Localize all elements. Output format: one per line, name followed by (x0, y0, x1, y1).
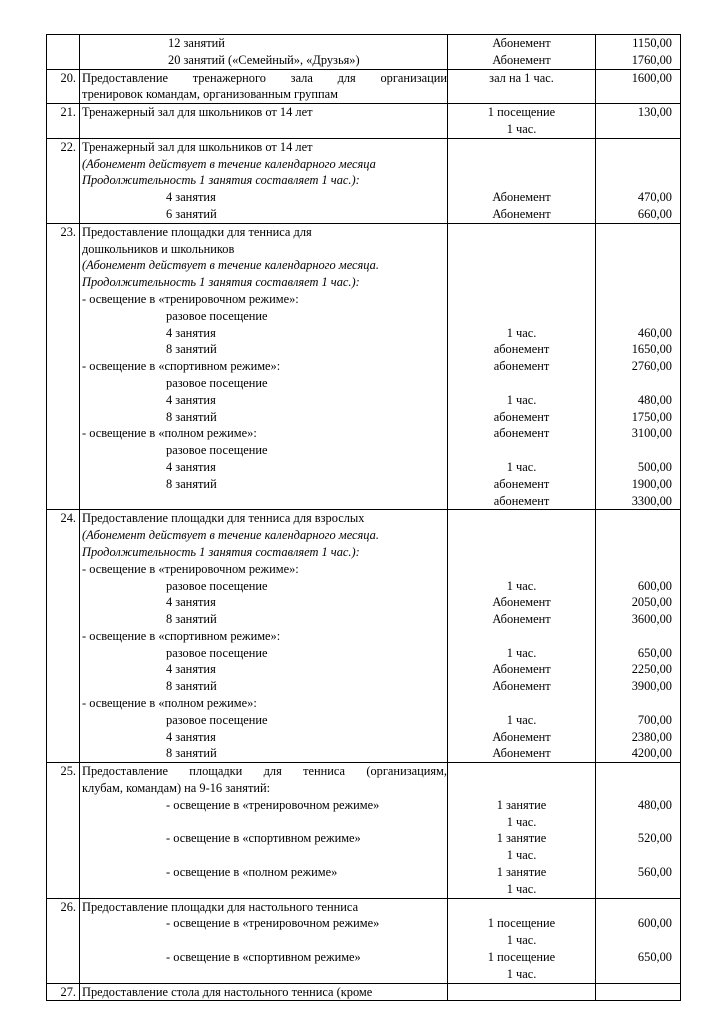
row-number: 20. (47, 69, 80, 104)
description-line (80, 966, 447, 983)
unit-line: 1 занятие (496, 797, 547, 812)
price-line: 700,00 (637, 712, 672, 727)
description-line: (Абонемент действует в течение календарного месяца (82, 156, 376, 171)
description-line: Предоставление площадки для настольного тенниса (82, 899, 359, 914)
description-line: - освещение в «тренировочном режиме» (166, 916, 380, 931)
table-row (47, 510, 681, 763)
unit-line: абонемент (493, 342, 550, 357)
service-description (80, 983, 448, 1001)
price-line (596, 966, 680, 983)
price-line: 500,00 (637, 459, 672, 474)
price-line (596, 308, 680, 325)
description-line: - освещение в «тренировочном режиме»: (82, 291, 299, 306)
unit-line: 1 занятие (496, 831, 547, 846)
unit-cell (448, 898, 596, 983)
description-line: Тренажерный зал для школьников от 14 лет (82, 139, 313, 154)
unit-line (448, 257, 595, 274)
description-line: 8 занятий (166, 409, 217, 424)
unit-line: абонемент (493, 493, 550, 508)
price-line: 4200,00 (631, 746, 672, 761)
description-line: Предоставление площадки для тенниса (организациям, (82, 764, 447, 779)
service-description (80, 223, 448, 510)
unit-line (448, 172, 595, 189)
price-line (596, 899, 680, 916)
table-row (47, 138, 681, 223)
unit-line (448, 375, 595, 392)
unit-line: 1 занятие (496, 865, 547, 880)
row-number: 23. (47, 223, 80, 510)
description-line: - освещение в «спортивном режиме»: (82, 359, 281, 374)
description-line: 8 занятий (166, 746, 217, 761)
unit-line: Абонемент (492, 662, 551, 677)
price-cell (596, 510, 681, 763)
price-line: 2250,00 (631, 662, 672, 677)
description-line: 8 занятий (166, 612, 217, 627)
price-line: 2380,00 (631, 729, 672, 744)
description-line: 4 занятия (166, 190, 216, 205)
price-line (596, 881, 680, 898)
unit-line (448, 308, 595, 325)
unit-line: Абонемент (492, 612, 551, 627)
price-line (596, 375, 680, 392)
price-line (596, 984, 680, 1001)
service-description (80, 138, 448, 223)
unit-cell (448, 763, 596, 898)
unit-line: 1 посещение (487, 105, 556, 120)
service-description (80, 69, 448, 104)
service-description (80, 510, 448, 763)
price-line: 520,00 (637, 831, 672, 846)
price-line (596, 561, 680, 578)
price-line (596, 932, 680, 949)
row-number (47, 35, 80, 70)
price-line (596, 172, 680, 189)
description-line: 8 занятий (166, 342, 217, 357)
description-line (80, 881, 447, 898)
unit-line (448, 628, 595, 645)
description-line (80, 121, 447, 138)
unit-cell (448, 983, 596, 1001)
price-line: 470,00 (637, 190, 672, 205)
unit-cell (448, 104, 596, 139)
price-cell (596, 35, 681, 70)
unit-line: Абонемент (492, 52, 551, 67)
unit-line: 1 час. (506, 933, 537, 948)
description-line: 4 занятия (166, 325, 216, 340)
unit-line (448, 695, 595, 712)
price-cell (596, 983, 681, 1001)
unit-line: 1 час. (506, 392, 537, 407)
description-line: тренировок командам, организованным группам (82, 87, 338, 102)
service-description (80, 898, 448, 983)
description-line: клубам, командам) на 9-16 занятий: (82, 781, 271, 796)
unit-line (448, 139, 595, 156)
price-line (596, 544, 680, 561)
price-line: 2760,00 (631, 359, 672, 374)
price-table-body (47, 35, 681, 1001)
description-line: Продолжительность 1 занятия составляет 1 час.): (82, 544, 360, 559)
table-row (47, 763, 681, 898)
unit-line: 1 час. (506, 325, 537, 340)
table-row (47, 898, 681, 983)
price-line: 660,00 (637, 206, 672, 221)
price-cell (596, 223, 681, 510)
unit-line: 1 посещение (487, 950, 556, 965)
unit-line: Абонемент (492, 36, 551, 50)
unit-line (448, 510, 595, 527)
price-line: 600,00 (637, 916, 672, 931)
row-number: 21. (47, 104, 80, 139)
price-line: 3100,00 (631, 426, 672, 441)
description-line (80, 814, 447, 831)
description-line: - освещение в «тренировочном режиме» (166, 797, 380, 812)
description-line: 12 занятий (168, 36, 225, 50)
price-line: 3900,00 (631, 679, 672, 694)
price-cell (596, 898, 681, 983)
price-line: 130,00 (637, 105, 672, 120)
unit-line (448, 780, 595, 797)
description-line: 4 занятия (166, 459, 216, 474)
price-line: 1650,00 (631, 342, 672, 357)
price-line: 460,00 (637, 325, 672, 340)
unit-line (448, 527, 595, 544)
description-line: Предоставление тренажерного зала для организации (82, 70, 447, 85)
table-row (47, 35, 681, 70)
price-line: 480,00 (637, 392, 672, 407)
unit-line: 1 час. (506, 881, 537, 896)
price-line (596, 274, 680, 291)
table-row (47, 104, 681, 139)
row-number: 22. (47, 138, 80, 223)
price-line (596, 510, 680, 527)
price-table (46, 34, 681, 1001)
unit-line (448, 291, 595, 308)
service-description (80, 763, 448, 898)
price-line (596, 763, 680, 780)
unit-line (448, 274, 595, 291)
description-line: Предоставление стола для настольного тенниса (кроме (82, 984, 373, 999)
description-line: Продолжительность 1 занятия составляет 1 час.): (82, 173, 360, 188)
price-cell (596, 104, 681, 139)
price-line: 2050,00 (631, 595, 672, 610)
description-line: 20 занятий («Семейный», «Друзья») (168, 52, 360, 67)
description-line: (Абонемент действует в течение календарного месяца. (82, 258, 379, 273)
row-number: 26. (47, 898, 80, 983)
unit-line (448, 544, 595, 561)
description-line (80, 847, 447, 864)
unit-line: Абонемент (492, 729, 551, 744)
description-line: 4 занятия (166, 662, 216, 677)
price-line (596, 695, 680, 712)
description-line: - освещение в «спортивном режиме»: (82, 628, 281, 643)
unit-line: 1 час. (506, 578, 537, 593)
price-line: 650,00 (637, 645, 672, 660)
description-line: - освещение в «спортивном режиме» (166, 831, 361, 846)
price-line: 1600,00 (631, 70, 672, 85)
description-line: 8 занятий (166, 476, 217, 491)
unit-line (448, 156, 595, 173)
description-line: 8 занятий (166, 679, 217, 694)
description-line: - освещение в «спортивном режиме» (166, 950, 361, 965)
row-number: 24. (47, 510, 80, 763)
price-line: 650,00 (637, 950, 672, 965)
description-line: Продолжительность 1 занятия составляет 1 час.): (82, 275, 360, 290)
unit-line: Абонемент (492, 206, 551, 221)
description-line: - освещение в «тренировочном режиме»: (82, 561, 299, 576)
service-description (80, 35, 448, 70)
description-line: разовое посещение (166, 308, 268, 323)
price-line: 3300,00 (631, 493, 672, 508)
unit-cell (448, 69, 596, 104)
description-line: - освещение в «полном режиме»: (82, 696, 257, 711)
price-line (596, 628, 680, 645)
unit-line: абонемент (493, 476, 550, 491)
description-line (80, 932, 447, 949)
price-line (596, 527, 680, 544)
table-row (47, 69, 681, 104)
unit-line (448, 899, 595, 916)
description-line: Предоставление площадки для тенниса для взрослых (82, 511, 365, 526)
unit-line (448, 984, 595, 1001)
description-line: 4 занятия (166, 392, 216, 407)
price-line: 1150,00 (632, 36, 672, 50)
price-line (596, 241, 680, 258)
unit-line: 1 посещение (487, 916, 556, 931)
price-line: 560,00 (637, 865, 672, 880)
description-line: Тренажерный зал для школьников от 14 лет (82, 105, 313, 120)
unit-line: Абонемент (492, 595, 551, 610)
price-line (596, 139, 680, 156)
description-line: разовое посещение (166, 712, 268, 727)
description-line: Предоставление площадки для тенниса для (82, 224, 312, 239)
price-cell (596, 763, 681, 898)
price-cell (596, 69, 681, 104)
unit-line (448, 561, 595, 578)
unit-line: Абонемент (492, 679, 551, 694)
unit-line: 1 час. (506, 848, 537, 863)
description-line: (Абонемент действует в течение календарного месяца. (82, 528, 379, 543)
price-line: 1900,00 (631, 476, 672, 491)
unit-line: зал на 1 час. (489, 70, 554, 85)
price-line: 480,00 (637, 797, 672, 812)
price-line (596, 847, 680, 864)
unit-line (448, 763, 595, 780)
unit-line: 1 час. (506, 966, 537, 981)
unit-line (448, 442, 595, 459)
description-line: - освещение в «полном режиме» (166, 865, 338, 880)
description-line: - освещение в «полном режиме»: (82, 426, 257, 441)
price-line (596, 257, 680, 274)
description-line: 4 занятия (166, 595, 216, 610)
price-line: 600,00 (637, 578, 672, 593)
unit-cell (448, 138, 596, 223)
unit-line: 1 час. (506, 814, 537, 829)
description-line: дошкольников и школьников (82, 241, 235, 256)
unit-line: 1 час. (506, 712, 537, 727)
price-line: 1760,00 (631, 52, 672, 67)
unit-line: абонемент (493, 426, 550, 441)
unit-line: 1 час. (506, 121, 537, 136)
price-line (596, 814, 680, 831)
price-line (596, 442, 680, 459)
description-line: разовое посещение (166, 578, 268, 593)
row-number: 25. (47, 763, 80, 898)
unit-line: абонемент (493, 409, 550, 424)
unit-cell (448, 35, 596, 70)
price-line (596, 291, 680, 308)
description-line: 4 занятия (166, 729, 216, 744)
table-row (47, 223, 681, 510)
description-line: разовое посещение (166, 443, 268, 458)
unit-line (448, 241, 595, 258)
price-line (596, 156, 680, 173)
price-line: 1750,00 (631, 409, 672, 424)
unit-line: абонемент (493, 359, 550, 374)
price-line (596, 780, 680, 797)
service-description (80, 104, 448, 139)
row-number: 27. (47, 983, 80, 1001)
unit-line: Абонемент (492, 190, 551, 205)
price-line (596, 224, 680, 241)
unit-cell (448, 510, 596, 763)
unit-line (448, 224, 595, 241)
description-line: 6 занятий (166, 206, 217, 221)
unit-line: 1 час. (506, 645, 537, 660)
unit-line: 1 час. (506, 459, 537, 474)
unit-cell (448, 223, 596, 510)
price-line: 3600,00 (631, 612, 672, 627)
table-row (47, 983, 681, 1001)
price-cell (596, 138, 681, 223)
description-line: разовое посещение (166, 375, 268, 390)
unit-line: Абонемент (492, 746, 551, 761)
description-line: разовое посещение (166, 645, 268, 660)
